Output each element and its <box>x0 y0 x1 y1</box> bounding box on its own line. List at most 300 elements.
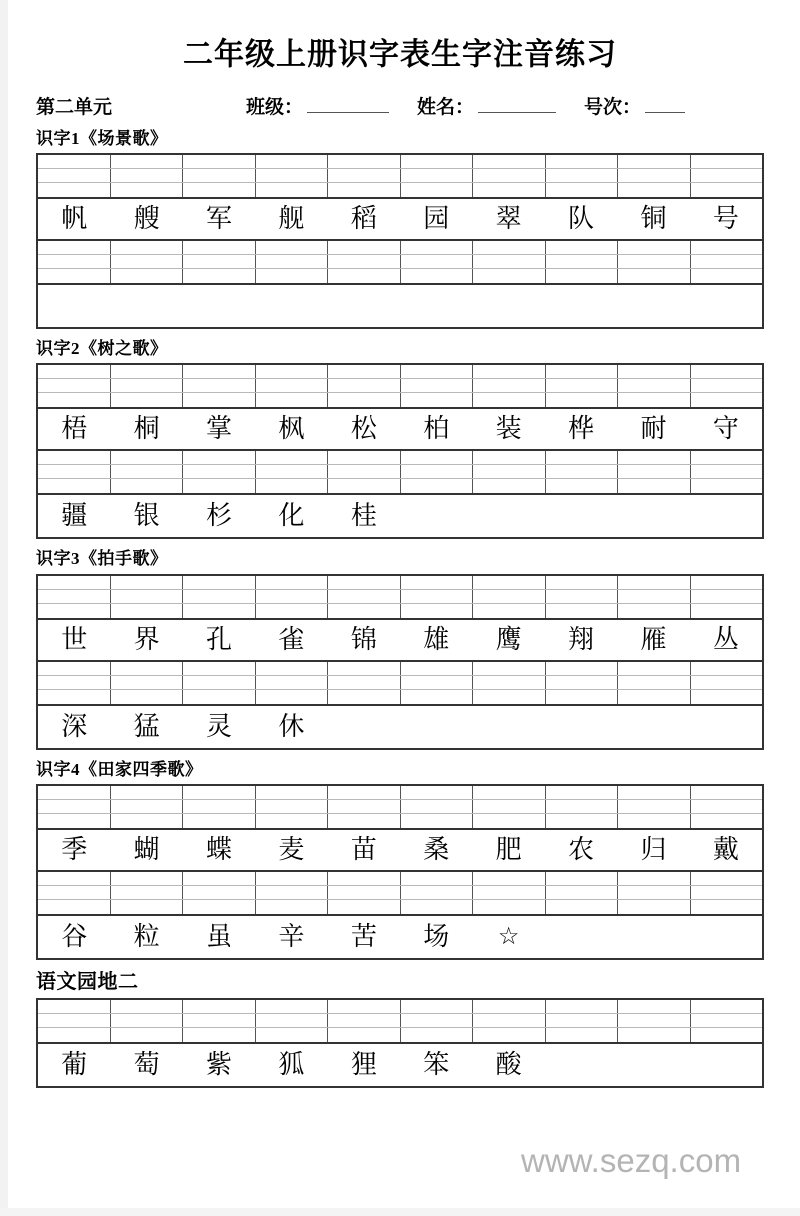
pinyin-cell[interactable] <box>546 1014 619 1027</box>
pinyin-cell[interactable] <box>473 393 546 407</box>
pinyin-cell[interactable] <box>38 255 111 268</box>
pinyin-cell[interactable] <box>691 241 763 254</box>
pinyin-cell[interactable] <box>256 1028 329 1042</box>
pinyin-cell[interactable] <box>473 379 546 392</box>
pinyin-writing-block <box>38 786 762 828</box>
pinyin-cell[interactable] <box>401 886 474 899</box>
pinyin-cell[interactable] <box>618 676 691 689</box>
pinyin-cell[interactable] <box>328 451 401 464</box>
pinyin-cell[interactable] <box>111 479 184 493</box>
pinyin-cell[interactable] <box>256 800 329 813</box>
pinyin-cell[interactable] <box>546 169 619 182</box>
pinyin-cell[interactable] <box>183 900 256 914</box>
pinyin-cell[interactable] <box>111 155 184 168</box>
pinyin-cell[interactable] <box>691 1000 763 1013</box>
pinyin-cell[interactable] <box>38 604 111 618</box>
pinyin-cell[interactable] <box>38 451 111 464</box>
pinyin-cell[interactable] <box>691 590 763 603</box>
pinyin-cell[interactable] <box>401 814 474 828</box>
pinyin-cell[interactable] <box>691 800 763 813</box>
pinyin-cell[interactable] <box>328 155 401 168</box>
pinyin-cell[interactable] <box>183 269 256 283</box>
pinyin-cell[interactable] <box>691 1028 763 1042</box>
character-cell: 掌 <box>206 414 233 444</box>
pinyin-cell[interactable] <box>38 590 111 603</box>
pinyin-cell[interactable] <box>546 872 619 885</box>
pinyin-cell[interactable] <box>546 465 619 478</box>
character-cell: 猛 <box>133 711 160 741</box>
pinyin-cell[interactable] <box>183 1000 256 1013</box>
pinyin-cell[interactable] <box>111 1000 184 1013</box>
pinyin-cell[interactable] <box>183 155 256 168</box>
pinyin-cell[interactable] <box>256 604 329 618</box>
character-cell: 虽 <box>206 922 233 952</box>
pinyin-cell[interactable] <box>401 269 474 283</box>
pinyin-cell[interactable] <box>546 786 619 799</box>
pinyin-cell[interactable] <box>256 155 329 168</box>
pinyin-cell[interactable] <box>691 451 763 464</box>
pinyin-cell[interactable] <box>38 662 111 675</box>
character-cell: 松 <box>350 414 377 444</box>
character-grid <box>36 998 764 1088</box>
pinyin-cell[interactable] <box>618 604 691 618</box>
pinyin-cell[interactable] <box>546 900 619 914</box>
pinyin-cell[interactable] <box>401 451 474 464</box>
pinyin-cell[interactable] <box>546 255 619 268</box>
pinyin-cell[interactable] <box>183 169 256 182</box>
pinyin-cell[interactable] <box>473 786 546 799</box>
pinyin-cell[interactable] <box>401 255 474 268</box>
pinyin-cell[interactable] <box>691 662 763 675</box>
pinyin-cell[interactable] <box>256 269 329 283</box>
pinyin-cell[interactable] <box>473 465 546 478</box>
pinyin-line <box>38 451 762 465</box>
pinyin-cell[interactable] <box>183 886 256 899</box>
pinyin-cell[interactable] <box>691 379 763 392</box>
pinyin-cell[interactable] <box>401 1000 474 1013</box>
pinyin-cell[interactable] <box>691 900 763 914</box>
pinyin-cell[interactable] <box>401 393 474 407</box>
pinyin-cell[interactable] <box>111 1014 184 1027</box>
pinyin-cell[interactable] <box>618 451 691 464</box>
pinyin-cell[interactable] <box>401 590 474 603</box>
pinyin-cell[interactable] <box>256 1014 329 1027</box>
pinyin-cell[interactable] <box>111 814 184 828</box>
pinyin-cell[interactable] <box>183 393 256 407</box>
pinyin-cell[interactable] <box>183 800 256 813</box>
pinyin-cell[interactable] <box>546 690 619 704</box>
pinyin-cell[interactable] <box>473 576 546 589</box>
pinyin-cell[interactable] <box>618 169 691 182</box>
pinyin-cell[interactable] <box>256 576 329 589</box>
pinyin-cell[interactable] <box>38 155 111 168</box>
pinyin-cell[interactable] <box>38 393 111 407</box>
pinyin-cell[interactable] <box>256 183 329 197</box>
pinyin-cell[interactable] <box>111 786 184 799</box>
pinyin-cell[interactable] <box>618 183 691 197</box>
pinyin-cell[interactable] <box>111 241 184 254</box>
number-input-blank[interactable] <box>645 111 685 113</box>
pinyin-cell[interactable] <box>691 393 763 407</box>
pinyin-cell[interactable] <box>256 676 329 689</box>
pinyin-cell[interactable] <box>546 590 619 603</box>
character-row <box>38 197 762 241</box>
pinyin-cell[interactable] <box>38 465 111 478</box>
pinyin-cell[interactable] <box>328 814 401 828</box>
pinyin-cell[interactable] <box>111 604 184 618</box>
character-cell: 农 <box>568 835 595 865</box>
pinyin-cell[interactable] <box>401 786 474 799</box>
pinyin-cell[interactable] <box>546 1000 619 1013</box>
character-cell: 鹰 <box>495 624 522 654</box>
pinyin-cell[interactable] <box>473 1028 546 1042</box>
pinyin-cell[interactable] <box>38 365 111 378</box>
pinyin-cell[interactable] <box>111 900 184 914</box>
pinyin-cell[interactable] <box>401 241 474 254</box>
pinyin-cell[interactable] <box>618 241 691 254</box>
pinyin-cell[interactable] <box>401 872 474 885</box>
pinyin-cell[interactable] <box>618 1028 691 1042</box>
pinyin-cell[interactable] <box>473 800 546 813</box>
character-cell: ☆ <box>497 924 520 951</box>
pinyin-cell[interactable] <box>328 255 401 268</box>
pinyin-cell[interactable] <box>256 465 329 478</box>
pinyin-cell[interactable] <box>183 183 256 197</box>
pinyin-cell[interactable] <box>328 465 401 478</box>
pinyin-cell[interactable] <box>38 676 111 689</box>
pinyin-cell[interactable] <box>401 676 474 689</box>
pinyin-cell[interactable] <box>401 604 474 618</box>
pinyin-cell[interactable] <box>473 155 546 168</box>
pinyin-cell[interactable] <box>328 241 401 254</box>
pinyin-cell[interactable] <box>256 241 329 254</box>
pinyin-cell[interactable] <box>618 662 691 675</box>
class-input-blank[interactable] <box>307 111 389 113</box>
pinyin-cell[interactable] <box>473 590 546 603</box>
number-label: 号次： <box>584 96 642 118</box>
pinyin-cell[interactable] <box>111 393 184 407</box>
pinyin-cell[interactable] <box>111 676 184 689</box>
pinyin-cell[interactable] <box>328 690 401 704</box>
character-cell: 舰 <box>278 203 305 233</box>
pinyin-cell[interactable] <box>111 255 184 268</box>
pinyin-cell[interactable] <box>618 590 691 603</box>
pinyin-cell[interactable] <box>618 1014 691 1027</box>
pinyin-cell[interactable] <box>401 479 474 493</box>
pinyin-cell[interactable] <box>183 690 256 704</box>
pinyin-cell[interactable] <box>691 576 763 589</box>
pinyin-cell[interactable] <box>328 786 401 799</box>
pinyin-cell[interactable] <box>691 886 763 899</box>
pinyin-cell[interactable] <box>546 379 619 392</box>
pinyin-cell[interactable] <box>183 662 256 675</box>
pinyin-cell[interactable] <box>38 269 111 283</box>
pinyin-cell[interactable] <box>183 786 256 799</box>
pinyin-cell[interactable] <box>256 379 329 392</box>
pinyin-cell[interactable] <box>546 183 619 197</box>
pinyin-cell[interactable] <box>328 365 401 378</box>
pinyin-cell[interactable] <box>38 183 111 197</box>
pinyin-line <box>38 786 762 800</box>
character-cell: 铜 <box>640 203 667 233</box>
pinyin-cell[interactable] <box>183 451 256 464</box>
pinyin-cell[interactable] <box>328 269 401 283</box>
pinyin-cell[interactable] <box>328 576 401 589</box>
pinyin-cell[interactable] <box>256 1000 329 1013</box>
pinyin-cell[interactable] <box>183 576 256 589</box>
pinyin-cell[interactable] <box>546 800 619 813</box>
pinyin-line <box>38 241 762 255</box>
pinyin-cell[interactable] <box>256 365 329 378</box>
pinyin-cell[interactable] <box>401 365 474 378</box>
pinyin-cell[interactable] <box>38 1000 111 1013</box>
character-cell: 桂 <box>350 501 377 531</box>
pinyin-cell[interactable] <box>111 800 184 813</box>
pinyin-cell[interactable] <box>183 872 256 885</box>
pinyin-cell[interactable] <box>183 1014 256 1027</box>
pinyin-cell[interactable] <box>473 255 546 268</box>
pinyin-cell[interactable] <box>111 576 184 589</box>
pinyin-cell[interactable] <box>618 365 691 378</box>
name-input-blank[interactable] <box>478 111 556 113</box>
pinyin-cell[interactable] <box>401 576 474 589</box>
pinyin-cell[interactable] <box>328 183 401 197</box>
pinyin-cell[interactable] <box>38 576 111 589</box>
pinyin-cell[interactable] <box>183 365 256 378</box>
pinyin-cell[interactable] <box>183 676 256 689</box>
pinyin-cell[interactable] <box>38 800 111 813</box>
pinyin-cell[interactable] <box>546 886 619 899</box>
character-cell: 孔 <box>206 624 233 654</box>
section-heading: 识字2《树之歌》 <box>36 338 168 358</box>
pinyin-cell[interactable] <box>473 169 546 182</box>
pinyin-cell[interactable] <box>183 590 256 603</box>
pinyin-cell[interactable] <box>183 379 256 392</box>
pinyin-cell[interactable] <box>256 886 329 899</box>
pinyin-cell[interactable] <box>401 800 474 813</box>
pinyin-cell[interactable] <box>546 479 619 493</box>
character-cell: 笨 <box>423 1050 450 1080</box>
pinyin-cell[interactable] <box>691 365 763 378</box>
pinyin-cell[interactable] <box>256 451 329 464</box>
pinyin-cell[interactable] <box>618 269 691 283</box>
pinyin-cell[interactable] <box>691 690 763 704</box>
pinyin-cell[interactable] <box>111 662 184 675</box>
pinyin-cell[interactable] <box>618 814 691 828</box>
pinyin-cell[interactable] <box>328 604 401 618</box>
character-row <box>38 914 762 958</box>
pinyin-cell[interactable] <box>473 451 546 464</box>
pinyin-cell[interactable] <box>38 479 111 493</box>
pinyin-cell[interactable] <box>401 900 474 914</box>
pinyin-cell[interactable] <box>38 1028 111 1042</box>
pinyin-cell[interactable] <box>546 393 619 407</box>
pinyin-cell[interactable] <box>111 886 184 899</box>
pinyin-cell[interactable] <box>473 886 546 899</box>
pinyin-cell[interactable] <box>546 365 619 378</box>
pinyin-cell[interactable] <box>38 814 111 828</box>
pinyin-cell[interactable] <box>256 590 329 603</box>
pinyin-cell[interactable] <box>691 786 763 799</box>
pinyin-cell[interactable] <box>546 604 619 618</box>
pinyin-cell[interactable] <box>473 1000 546 1013</box>
pinyin-cell[interactable] <box>111 269 184 283</box>
pinyin-cell[interactable] <box>256 662 329 675</box>
pinyin-cell[interactable] <box>473 269 546 283</box>
pinyin-cell[interactable] <box>473 662 546 675</box>
pinyin-cell[interactable] <box>256 169 329 182</box>
pinyin-cell[interactable] <box>473 183 546 197</box>
pinyin-cell[interactable] <box>618 155 691 168</box>
pinyin-cell[interactable] <box>111 465 184 478</box>
pinyin-cell[interactable] <box>38 379 111 392</box>
pinyin-cell[interactable] <box>691 1014 763 1027</box>
pinyin-cell[interactable] <box>401 1014 474 1027</box>
pinyin-cell[interactable] <box>546 576 619 589</box>
pinyin-cell[interactable] <box>111 1028 184 1042</box>
pinyin-cell[interactable] <box>38 900 111 914</box>
pinyin-cell[interactable] <box>328 800 401 813</box>
pinyin-cell[interactable] <box>183 1028 256 1042</box>
character-cell: 苦 <box>350 922 377 952</box>
pinyin-cell[interactable] <box>546 241 619 254</box>
pinyin-cell[interactable] <box>618 479 691 493</box>
pinyin-cell[interactable] <box>111 690 184 704</box>
pinyin-cell[interactable] <box>618 576 691 589</box>
pinyin-cell[interactable] <box>618 393 691 407</box>
pinyin-cell[interactable] <box>401 690 474 704</box>
pinyin-cell[interactable] <box>473 690 546 704</box>
pinyin-cell[interactable] <box>691 479 763 493</box>
pinyin-cell[interactable] <box>38 241 111 254</box>
pinyin-cell[interactable] <box>256 479 329 493</box>
pinyin-cell[interactable] <box>111 379 184 392</box>
pinyin-cell[interactable] <box>546 662 619 675</box>
pinyin-cell[interactable] <box>256 786 329 799</box>
pinyin-cell[interactable] <box>328 590 401 603</box>
pinyin-cell[interactable] <box>473 872 546 885</box>
pinyin-line <box>38 1028 762 1042</box>
pinyin-cell[interactable] <box>618 872 691 885</box>
pinyin-cell[interactable] <box>38 1014 111 1027</box>
pinyin-cell[interactable] <box>546 676 619 689</box>
pinyin-cell[interactable] <box>328 479 401 493</box>
pinyin-cell[interactable] <box>111 590 184 603</box>
pinyin-cell[interactable] <box>473 900 546 914</box>
pinyin-line <box>38 662 762 676</box>
pinyin-cell[interactable] <box>691 255 763 268</box>
pinyin-cell[interactable] <box>618 379 691 392</box>
pinyin-cell[interactable] <box>618 1000 691 1013</box>
pinyin-cell[interactable] <box>111 183 184 197</box>
pinyin-cell[interactable] <box>618 886 691 899</box>
pinyin-cell[interactable] <box>691 814 763 828</box>
pinyin-cell[interactable] <box>618 255 691 268</box>
pinyin-cell[interactable] <box>38 169 111 182</box>
pinyin-cell[interactable] <box>111 872 184 885</box>
pinyin-cell[interactable] <box>401 465 474 478</box>
pinyin-cell[interactable] <box>328 393 401 407</box>
pinyin-cell[interactable] <box>473 479 546 493</box>
pinyin-cell[interactable] <box>546 814 619 828</box>
pinyin-cell[interactable] <box>691 155 763 168</box>
pinyin-cell[interactable] <box>691 183 763 197</box>
character-cell: 耐 <box>640 414 667 444</box>
pinyin-cell[interactable] <box>183 465 256 478</box>
pinyin-cell[interactable] <box>328 1028 401 1042</box>
pinyin-cell[interactable] <box>256 690 329 704</box>
pinyin-cell[interactable] <box>111 169 184 182</box>
pinyin-cell[interactable] <box>401 169 474 182</box>
pinyin-cell[interactable] <box>38 872 111 885</box>
pinyin-cell[interactable] <box>691 872 763 885</box>
pinyin-cell[interactable] <box>111 451 184 464</box>
pinyin-cell[interactable] <box>183 241 256 254</box>
pinyin-cell[interactable] <box>111 365 184 378</box>
pinyin-cell[interactable] <box>328 900 401 914</box>
pinyin-cell[interactable] <box>401 379 474 392</box>
pinyin-cell[interactable] <box>618 690 691 704</box>
pinyin-cell[interactable] <box>401 662 474 675</box>
pinyin-cell[interactable] <box>256 872 329 885</box>
pinyin-line <box>38 576 762 590</box>
pinyin-cell[interactable] <box>401 1028 474 1042</box>
pinyin-cell[interactable] <box>691 604 763 618</box>
pinyin-cell[interactable] <box>546 155 619 168</box>
pinyin-cell[interactable] <box>328 1014 401 1027</box>
pinyin-cell[interactable] <box>38 690 111 704</box>
pinyin-cell[interactable] <box>473 365 546 378</box>
pinyin-cell[interactable] <box>256 393 329 407</box>
pinyin-cell[interactable] <box>691 676 763 689</box>
pinyin-cell[interactable] <box>256 255 329 268</box>
pinyin-cell[interactable] <box>328 169 401 182</box>
pinyin-cell[interactable] <box>183 255 256 268</box>
pinyin-cell[interactable] <box>691 465 763 478</box>
pinyin-cell[interactable] <box>546 451 619 464</box>
pinyin-cell[interactable] <box>473 676 546 689</box>
pinyin-cell[interactable] <box>473 241 546 254</box>
pinyin-cell[interactable] <box>38 886 111 899</box>
pinyin-cell[interactable] <box>473 1014 546 1027</box>
pinyin-cell[interactable] <box>183 814 256 828</box>
pinyin-cell[interactable] <box>183 604 256 618</box>
pinyin-cell[interactable] <box>691 269 763 283</box>
pinyin-cell[interactable] <box>328 662 401 675</box>
pinyin-cell[interactable] <box>618 900 691 914</box>
pinyin-cell[interactable] <box>618 786 691 799</box>
pinyin-cell[interactable] <box>618 465 691 478</box>
pinyin-cell[interactable] <box>256 814 329 828</box>
pinyin-cell[interactable] <box>328 1000 401 1013</box>
pinyin-cell[interactable] <box>401 183 474 197</box>
pinyin-cell[interactable] <box>256 900 329 914</box>
pinyin-cell[interactable] <box>618 800 691 813</box>
pinyin-cell[interactable] <box>401 155 474 168</box>
pinyin-cell[interactable] <box>328 379 401 392</box>
pinyin-cell[interactable] <box>328 872 401 885</box>
pinyin-cell[interactable] <box>473 604 546 618</box>
pinyin-cell[interactable] <box>473 814 546 828</box>
character-cell: 军 <box>206 203 233 233</box>
pinyin-cell[interactable] <box>546 269 619 283</box>
pinyin-cell[interactable] <box>38 786 111 799</box>
pinyin-cell[interactable] <box>183 479 256 493</box>
pinyin-cell[interactable] <box>546 1028 619 1042</box>
pinyin-cell[interactable] <box>328 886 401 899</box>
pinyin-cell[interactable] <box>691 169 763 182</box>
pinyin-cell[interactable] <box>328 676 401 689</box>
